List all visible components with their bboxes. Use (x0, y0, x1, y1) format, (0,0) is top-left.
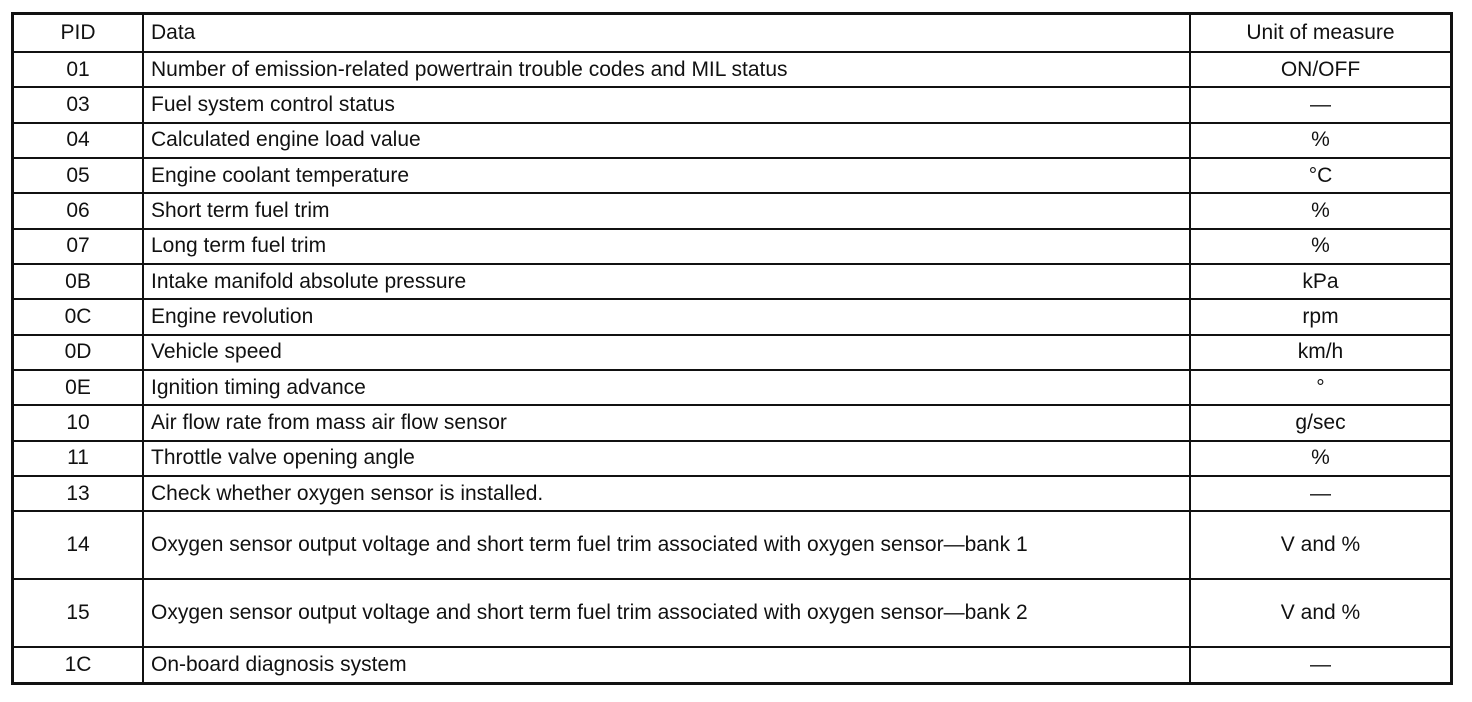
table-row (14, 335, 1450, 370)
unit-cell: % (1190, 123, 1450, 158)
data-cell (143, 511, 1190, 579)
data-cell (143, 441, 1190, 476)
pid-cell: 04 (14, 123, 143, 158)
table-header-row (14, 15, 1450, 52)
pid-cell: 07 (14, 229, 143, 264)
data-cell (143, 647, 1190, 682)
data-text: Air flow rate from mass air flow sensor (151, 410, 507, 434)
data-text: Number of emission-related powertrain trouble codes and MIL status (151, 57, 788, 81)
pid-cell: 11 (14, 441, 143, 476)
data-text: Throttle valve opening angle (151, 446, 415, 470)
unit-cell: km/h (1190, 335, 1450, 370)
data-cell (143, 579, 1190, 647)
header-unit: Unit of measure (1190, 15, 1450, 52)
unit-cell: kPa (1190, 264, 1450, 299)
pid-table (14, 15, 1450, 682)
table-row (14, 405, 1450, 440)
pid-cell: 01 (14, 52, 143, 87)
data-text: On-board diagnosis system (151, 652, 407, 676)
pid-table-container (11, 12, 1453, 685)
table-row (14, 476, 1450, 511)
data-cell (143, 335, 1190, 370)
table-row (14, 441, 1450, 476)
data-cell (143, 193, 1190, 228)
data-cell (143, 87, 1190, 122)
unit-cell: — (1190, 476, 1450, 511)
unit-cell: % (1190, 193, 1450, 228)
unit-cell: rpm (1190, 299, 1450, 334)
table-row (14, 264, 1450, 299)
data-text: Engine coolant temperature (151, 163, 409, 187)
unit-cell: V and % (1190, 579, 1450, 647)
pid-cell: 0E (14, 370, 143, 405)
unit-cell: % (1190, 441, 1450, 476)
unit-cell: °C (1190, 158, 1450, 193)
table-row (14, 193, 1450, 228)
pid-cell: 1C (14, 647, 143, 682)
unit-cell: ON/OFF (1190, 52, 1450, 87)
unit-cell: ° (1190, 370, 1450, 405)
table-row (14, 229, 1450, 264)
pid-cell: 03 (14, 87, 143, 122)
data-text: Ignition timing advance (151, 375, 366, 399)
pid-cell: 14 (14, 511, 143, 579)
table-row (14, 370, 1450, 405)
data-text: Long term fuel trim (151, 234, 327, 258)
data-cell (143, 370, 1190, 405)
pid-cell: 05 (14, 158, 143, 193)
pid-cell: 10 (14, 405, 143, 440)
data-cell (143, 476, 1190, 511)
data-cell (143, 405, 1190, 440)
table-row (14, 647, 1450, 682)
table-row (14, 123, 1450, 158)
data-cell (143, 123, 1190, 158)
pid-cell: 0D (14, 335, 143, 370)
unit-cell: V and % (1190, 511, 1450, 579)
data-cell (143, 264, 1190, 299)
data-text: Oxygen sensor output voltage and short term fuel trim associated with oxygen sensor—bank 2 (151, 600, 1028, 624)
pid-cell: 06 (14, 193, 143, 228)
table-row (14, 511, 1450, 579)
pid-cell: 0B (14, 264, 143, 299)
data-text: Engine revolution (151, 304, 314, 328)
data-text: Fuel system control status (151, 92, 395, 116)
data-cell (143, 52, 1190, 87)
table-row (14, 299, 1450, 334)
pid-cell: 13 (14, 476, 143, 511)
data-text: Short term fuel trim (151, 198, 330, 222)
table-row (14, 158, 1450, 193)
data-text: Vehicle speed (151, 340, 282, 364)
table-row (14, 52, 1450, 87)
data-text: Calculated engine load value (151, 128, 421, 152)
header-data: Data (143, 15, 1190, 52)
unit-cell: — (1190, 87, 1450, 122)
pid-cell: 0C (14, 299, 143, 334)
unit-cell: % (1190, 229, 1450, 264)
data-text: Intake manifold absolute pressure (151, 269, 467, 293)
header-pid: PID (14, 15, 143, 52)
unit-cell: — (1190, 647, 1450, 682)
data-cell (143, 229, 1190, 264)
data-cell (143, 158, 1190, 193)
table-row (14, 87, 1450, 122)
data-text: Check whether oxygen sensor is installed. (151, 481, 544, 505)
data-cell (143, 299, 1190, 334)
pid-cell: 15 (14, 579, 143, 647)
data-text: Oxygen sensor output voltage and short term fuel trim associated with oxygen sensor—bank 1 (151, 533, 1028, 557)
unit-cell: g/sec (1190, 405, 1450, 440)
table-row (14, 579, 1450, 647)
